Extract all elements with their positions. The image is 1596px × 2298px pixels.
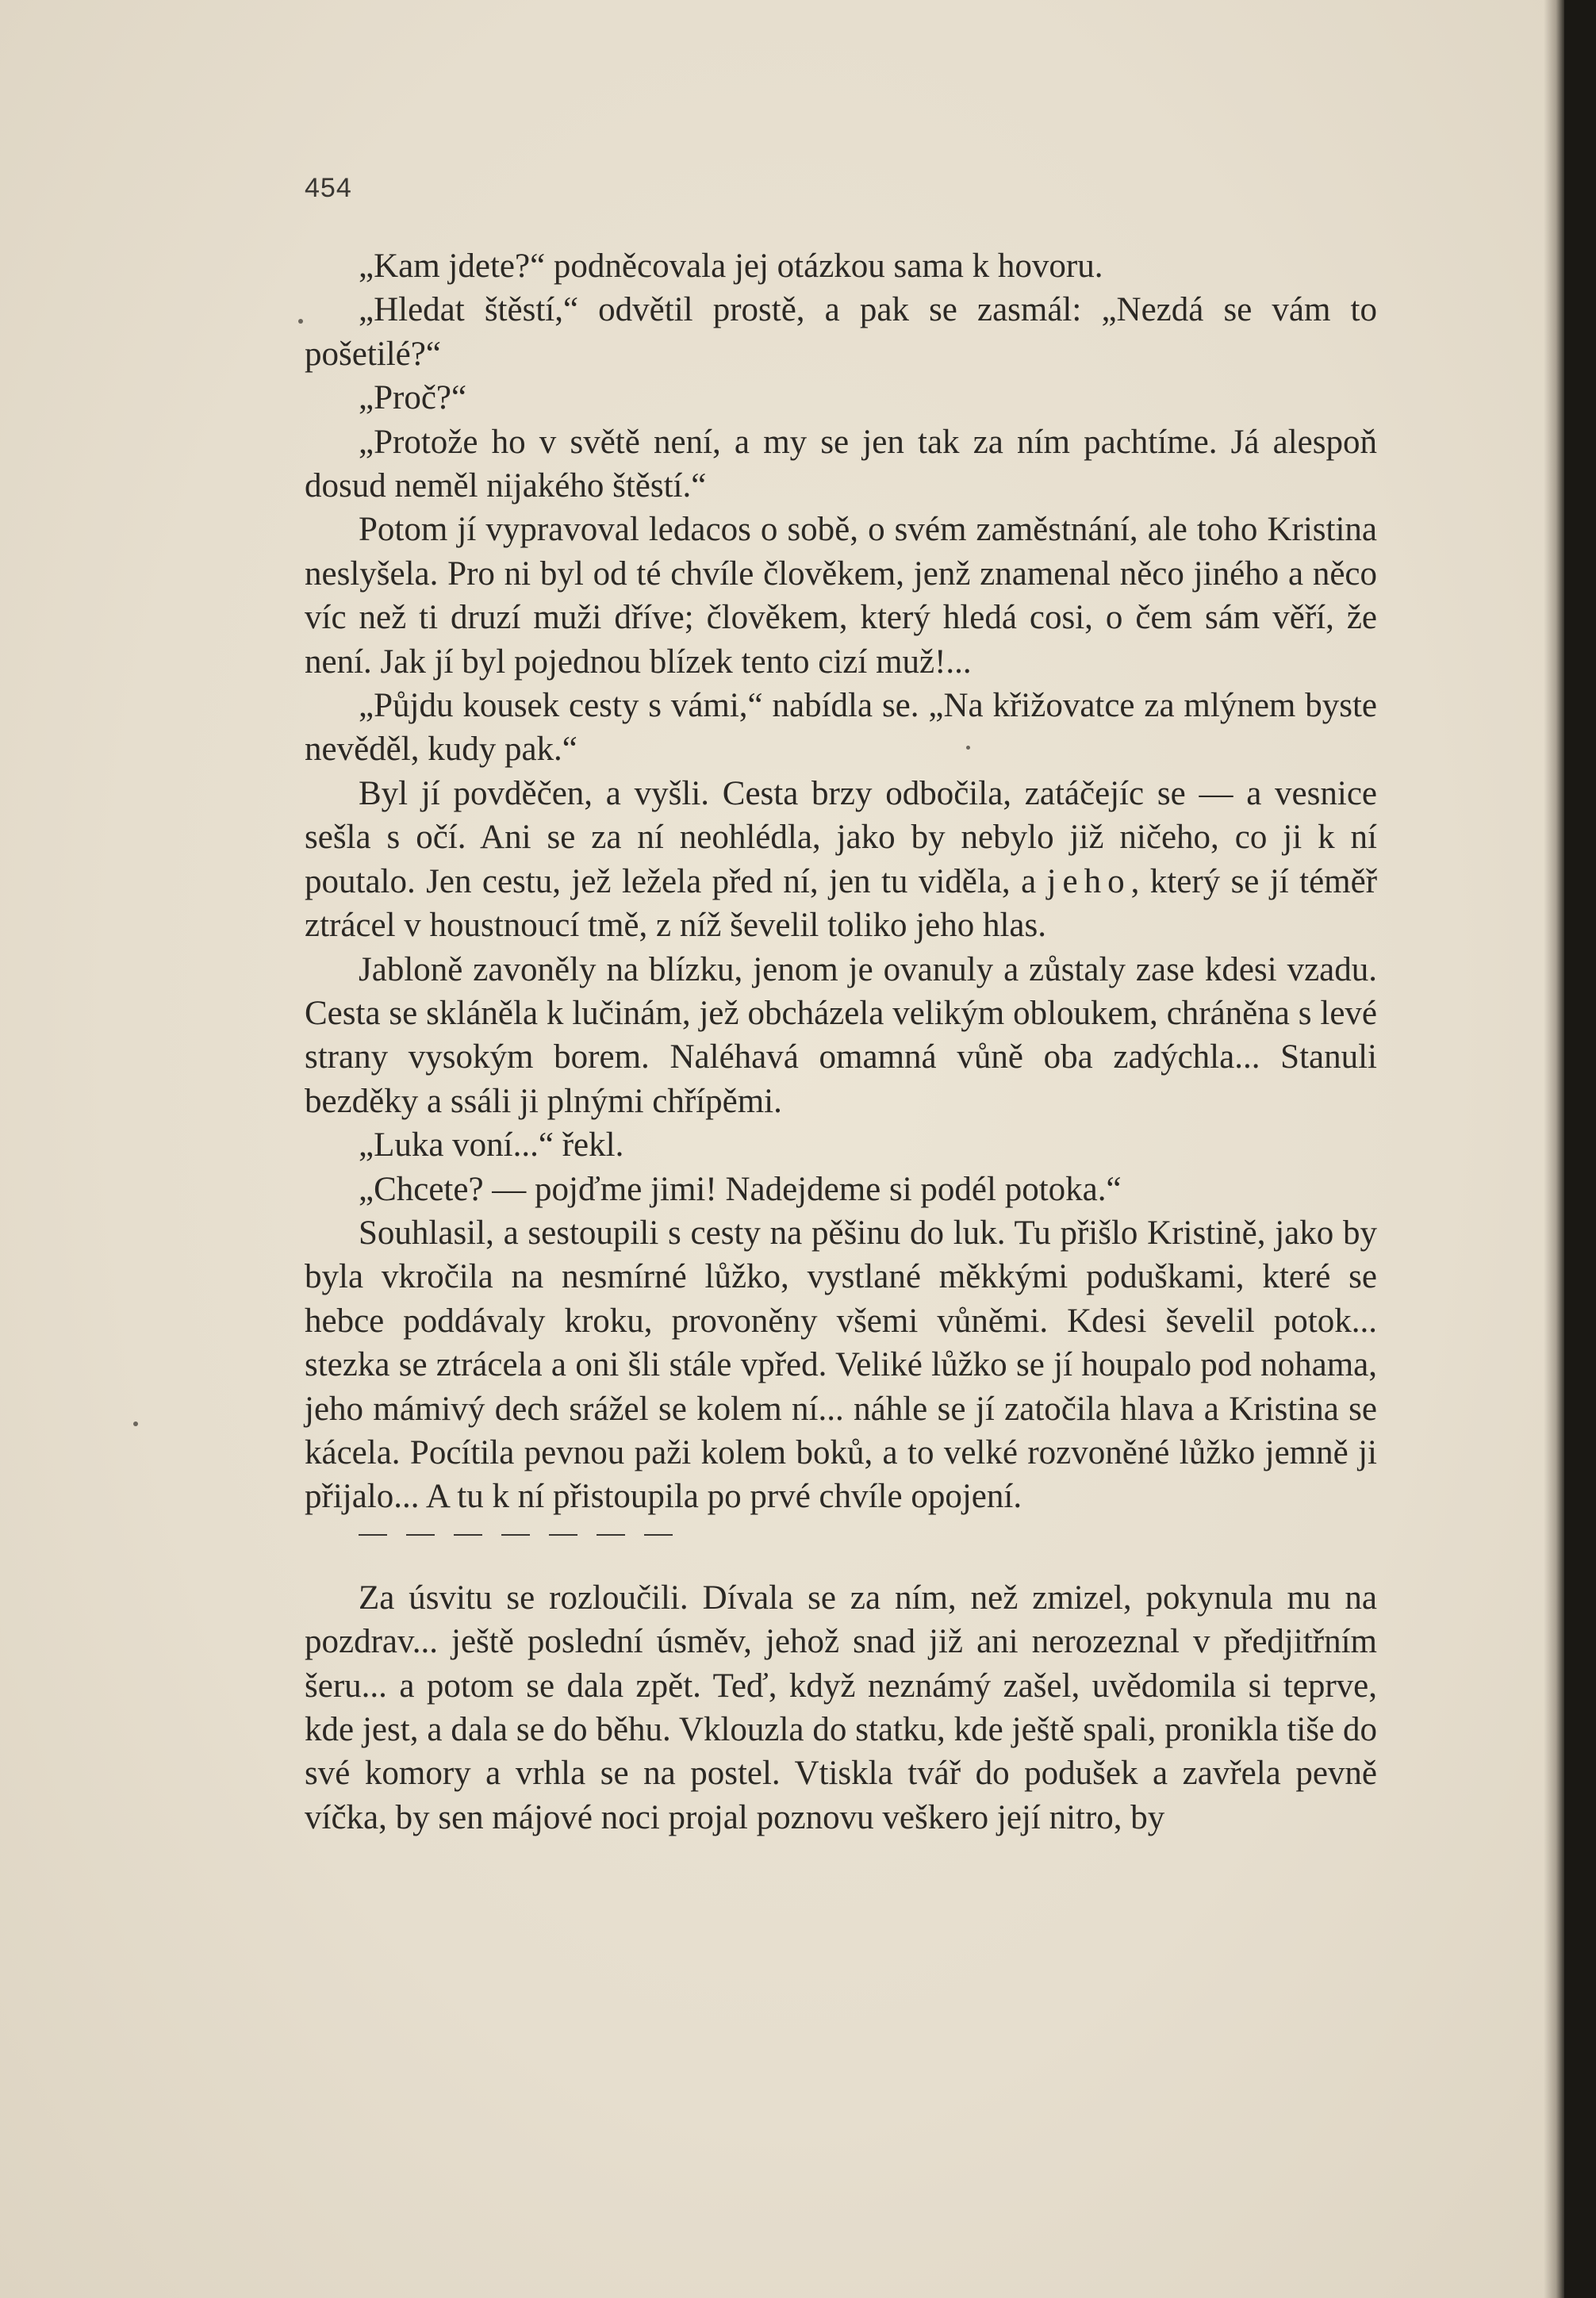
page-edge-shadow	[1544, 0, 1564, 2298]
spaced-emphasis: jeho	[1046, 862, 1131, 900]
paragraph-2: „Hledat štěstí,“ odvětil prostě, a pak se zasmál: „Nezdá se vám to pošetilé?“	[305, 291, 1377, 373]
paper-speck	[298, 319, 303, 324]
section-separator	[359, 1525, 1377, 1544]
paragraph-8: Jabloně zavoněly na blízku, jenom je ovanuly a zůstaly zase kdesi vzadu. Cesta se skláněla k lučinám, jež obcházela velikým obloukem, chráněna s levé strany vysokým borem. Naléhavá omamná vůně oba zadýchla... Stanuli bezděky a ssáli ji plnými chřípěmi.	[305, 950, 1377, 1120]
separator-dash	[359, 1534, 387, 1536]
paragraph-4: „Protože ho v světě není, a my se jen tak za ním pachtíme. Já alespoň dosud neměl nijakého štěstí.“	[305, 423, 1377, 505]
separator-dash	[597, 1534, 625, 1536]
paragraph-7-tail: , který se jí téměř ztrácel v houstnoucí tmě, z níž ševelil toliko jeho hlas.	[305, 862, 1378, 945]
separator-dash	[406, 1534, 435, 1536]
paragraph-5: Potom jí vypravoval ledacos o sobě, o svém zaměstnání, ale toho Kristina neslyšela. Pro ni byl od té chvíle člověkem, jenž znamenal něco jiného a něco víc než ti druzí muži dříve; člověkem, který hledá cosi, o čem sám věří, že není. Jak jí byl pojednou blízek tento cizí muž!...	[305, 511, 1377, 681]
paragraph-9: „Luka voní...“ řekl.	[359, 1126, 624, 1164]
separator-dash	[644, 1534, 673, 1536]
paragraph-7-text: Byl jí povděčen, a vyšli. Cesta brzy odbočila, zatáčejíc se — a vesnice sešla s očí. Ani se za ní neohlédla, jako by nebylo již ničeho, co ji k ní poutalo. Jen cestu, jež ležela před ní, jen tu viděla, a	[305, 774, 1377, 900]
separator-dash	[454, 1534, 482, 1536]
paragraph-11: Souhlasil, a sestoupili s cesty na pěšinu do luk. Tu přišlo Kristině, jako by byla vkročila na nesmírné lůžko, vystlané měkkými poduškami, které se hebce poddávaly kroku, provoněny všemi vůněmi. Kdesi ševelil potok... stezka se ztrácela a oni šli stále vpřed. Veliké lůžko se jí houpalo pod nohama, jeho mámivý dech srážel se kolem ní... náhle se jí zatočila hlava a Kristina se kácela. Pocítila pevnou paži kolem boků, a to velké rozvoněné lůžko jemně ji přijalo... A tu k ní přistoupila po prvé chvíle opojení.	[305, 1214, 1377, 1516]
paragraph-7	[305, 772, 1377, 948]
paper-speck	[966, 746, 970, 750]
paragraph-12: Za úsvitu se rozloučili. Dívala se za ním, než zmizel, pokynula mu na pozdrav... ještě poslední úsměv, jehož snad již ani nerozeznal v předjitřním šeru... a potom se dala zpět. Teď, když neznámý zašel, uvědomila si teprve, kde jest, a dala se do běhu. Vklouzla do statku, kde ještě spali, pronikla tiše do své komory a vrhla se na postel. Vtiskla tvář do podušek a zavřela pevně víčka, by sen májové noci projal poznovu veškero její nitro, by	[305, 1579, 1377, 1836]
paragraph-1: „Kam jdete?“ podněcovala jej otázkou sama k hovoru.	[359, 247, 1103, 285]
paragraph-6: „Půjdu kousek cesty s vámi,“ nabídla se. „Na křižovatce za mlýnem byste nevěděl, kudy pak.“	[305, 687, 1377, 769]
page-number: 454	[305, 173, 352, 203]
paragraph-3: „Proč?“	[359, 379, 467, 417]
paragraph-10: „Chcete? — pojďme jimi! Nadejdeme si podél potoka.“	[359, 1170, 1122, 1208]
separator-dash	[549, 1534, 577, 1536]
paper-speck	[133, 1421, 138, 1426]
separator-dash	[501, 1534, 530, 1536]
body-text	[305, 244, 1377, 1840]
